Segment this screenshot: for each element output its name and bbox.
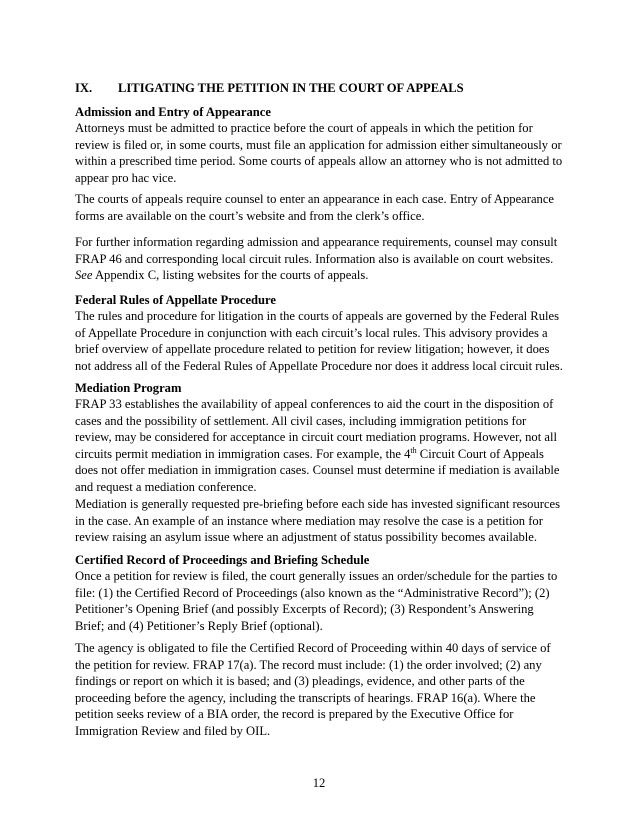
mediation-paragraph-1 (75, 396, 569, 495)
text-line: Once a petition for review is filed, the court generally issues an order/schedule for the parties to (75, 569, 558, 583)
text-line: does not offer mediation in immigration cases. Counsel must determine if mediation is available (75, 463, 560, 477)
text-line: cases and the possibility of settlement. All civil cases, including immigration petitions for (75, 413, 527, 428)
text-line: in the case. An example of an instance where mediation may resolve the case is a petition for (75, 513, 543, 528)
text-line: forms are available on the court’s website and from the clerk’s office. (75, 208, 425, 223)
text-line: of Appellate Procedure in conjunction with each circuit’s local rules. This advisory provides a (75, 325, 548, 340)
appendix-reference: Appendix C, listing websites for the courts of appeals. (92, 268, 369, 282)
text-line: Petitioner’s Opening Brief (and possibly Excerpts of Record); (3) Respondent’s Answering (75, 602, 534, 616)
text-line: petition seeks review of a BIA order, the record is prepared by the Executive Office for (75, 707, 514, 721)
text-line: Immigration Review and filed by OIL. (75, 723, 271, 738)
text-line: review is filed or, in some courts, must file an application for admission either simultaneously or (75, 137, 562, 152)
admission-paragraph-1 (75, 120, 569, 186)
mediation-paragraph-2 (75, 496, 569, 546)
text-line: file: (1) the Certified Record of Proceedings (also known as the “Administrative Record”); (2) (75, 585, 550, 600)
section-title: LITIGATING THE PETITION IN THE COURT OF APPEALS (118, 81, 464, 95)
text-line: appear pro hac vice. (75, 170, 177, 185)
frap-heading: Federal Rules of Appellate Procedure (75, 293, 277, 307)
text-line: Attorneys must be admitted to practice before the court of appeals in which the petition for (75, 121, 533, 135)
text-line: Mediation is generally requested pre-briefing before each side has invested significant resources (75, 497, 561, 511)
text-line: The courts of appeals require counsel to enter an appearance in each case. Entry of Appearance (75, 192, 555, 206)
section-heading (75, 80, 569, 97)
text-line: and request a mediation conference. (75, 479, 257, 494)
text-line: FRAP 33 establishes the availability of appeal conferences to aid the court in the disposition of (75, 397, 554, 411)
record-heading: Certified Record of Proceedings and Briefing Schedule (75, 553, 370, 567)
record-paragraph-2 (75, 640, 569, 739)
text-line: not address all of the Federal Rules of Appellate Procedure nor does it address local circuit rules. (75, 358, 563, 373)
frap-paragraph-1 (75, 308, 569, 374)
ordinal-suffix: th (410, 445, 417, 455)
admission-paragraph-2 (75, 191, 569, 224)
admission-paragraph-3 (75, 234, 569, 284)
page-number: 12 (312, 776, 326, 790)
text-line: The rules and procedure for litigation in the courts of appeals are governed by the Federal Rules (75, 309, 559, 323)
text-fragment: circuits permit mediation in immigration cases. For example, the 4 (75, 446, 411, 461)
text-line: proceeding before the agency, including the transcripts of hearings. FRAP 16(a). Where the (75, 690, 536, 705)
text-line: review raising an asylum issue where an adjustment of status possibility becomes available. (75, 530, 538, 544)
text-line: review, may be considered for acceptance in circuit court mediation programs. However, not all (75, 430, 557, 444)
text-line: The agency is obligated to file the Certified Record of Proceeding within 40 days of service of (75, 641, 551, 655)
text-line: brief overview of appellate procedure related to petition for review litigation; however, it does (75, 342, 550, 356)
text-line (75, 267, 569, 284)
text-line: findings or report on which it is based; and (3) pleadings, evidence, and other parts of the (75, 674, 525, 688)
see-reference: See (75, 268, 93, 282)
text-line: FRAP 46 and corresponding local circuit rules. Information also is available on court websites. (75, 251, 554, 266)
record-paragraph-1 (75, 568, 569, 634)
text-line (75, 446, 569, 463)
admission-heading: Admission and Entry of Appearance (75, 105, 271, 119)
text-line: the petition for review. FRAP 17(a). The record must include: (1) the order involved; (2) any (75, 657, 542, 672)
text-line: For further information regarding admission and appearance requirements, counsel may consult (75, 235, 558, 249)
text-line: Brief; and (4) Petitioner’s Reply Brief (optional). (75, 618, 323, 633)
text-line: within a prescribed time period. Some courts of appeals allow an attorney who is not admitted to (75, 154, 563, 168)
mediation-heading: Mediation Program (75, 381, 182, 395)
section-number: IX. (75, 81, 93, 95)
text-fragment: Circuit Court of Appeals (416, 446, 544, 461)
